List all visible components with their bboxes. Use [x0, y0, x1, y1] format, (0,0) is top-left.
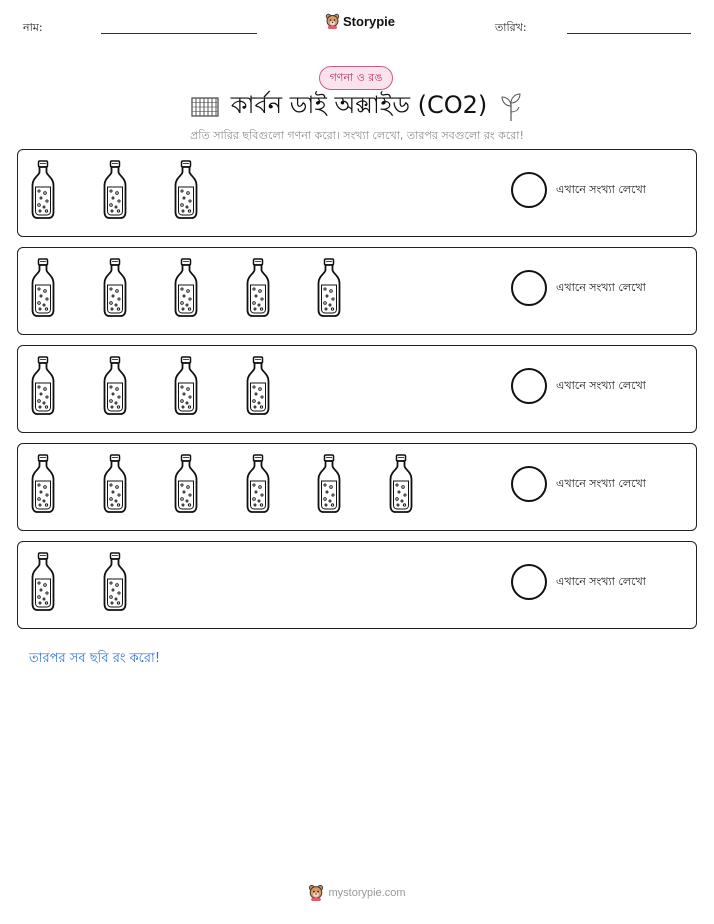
soda-bottle-icon: [243, 258, 273, 318]
answer-circle[interactable]: [511, 172, 547, 208]
soda-bottle-icon: [100, 258, 130, 318]
counting-row: [17, 541, 697, 629]
name-label: নাম:: [23, 21, 43, 34]
bear-mascot-icon: [325, 13, 340, 29]
counting-row: [17, 345, 697, 433]
soda-bottle-icon: [386, 454, 416, 514]
answer-label: এখানে সংখ্যা লেখো: [556, 379, 646, 392]
footer-brand: [0, 884, 714, 901]
soda-bottle-icon: [28, 160, 58, 220]
answer-circle[interactable]: [511, 368, 547, 404]
soda-bottle-icon: [28, 356, 58, 416]
answer-label: এখানে সংখ্যা লেখো: [556, 575, 646, 588]
date-line[interactable]: [567, 33, 691, 34]
soda-bottle-icon: [314, 454, 344, 514]
sprout-icon: [499, 92, 523, 122]
soda-bottle-icon: [100, 356, 130, 416]
soda-bottle-icon: [28, 258, 58, 318]
instructions: প্রতি সারির ছবিগুলো গণনা করো। সংখ্যা লেখো, তারপর সবগুলো রং করো!: [190, 129, 524, 142]
name-line[interactable]: [101, 33, 257, 34]
answer-circle[interactable]: [511, 270, 547, 306]
soda-bottle-icon: [171, 356, 201, 416]
counting-row: [17, 149, 697, 237]
soda-bottle-icon: [171, 160, 201, 220]
soda-bottle-icon: [28, 454, 58, 514]
color-instruction: তারপর সব ছবি রং করো!: [29, 651, 161, 666]
page-title: কার্বন ডাই অক্সাইড (CO2): [230, 91, 488, 119]
date-label: তারিখ:: [495, 21, 527, 34]
brand-logo: [325, 13, 395, 29]
soda-bottle-icon: [171, 258, 201, 318]
soda-bottle-icon: [171, 454, 201, 514]
soda-bottle-icon: [243, 454, 273, 514]
counting-row: [17, 247, 697, 335]
footer-url: mystorypie.com: [328, 886, 406, 899]
title-row: [0, 90, 714, 124]
answer-label: এখানে সংখ্যা লেখো: [556, 183, 646, 196]
answer-label: এখানে সংখ্যা লেখো: [556, 281, 646, 294]
soda-bottle-icon: [100, 552, 130, 612]
answer-label: এখানে সংখ্যা লেখো: [556, 477, 646, 490]
soda-bottle-icon: [100, 160, 130, 220]
answer-circle[interactable]: [511, 564, 547, 600]
category-badge: গণনা ও রঙ: [319, 66, 393, 90]
counting-row: [17, 443, 697, 531]
abacus-icon: [191, 97, 219, 117]
soda-bottle-icon: [28, 552, 58, 612]
soda-bottle-icon: [243, 356, 273, 416]
soda-bottle-icon: [314, 258, 344, 318]
bear-mascot-icon: [308, 884, 324, 901]
answer-circle[interactable]: [511, 466, 547, 502]
soda-bottle-icon: [100, 454, 130, 514]
brand-name: Storypie: [343, 13, 396, 29]
